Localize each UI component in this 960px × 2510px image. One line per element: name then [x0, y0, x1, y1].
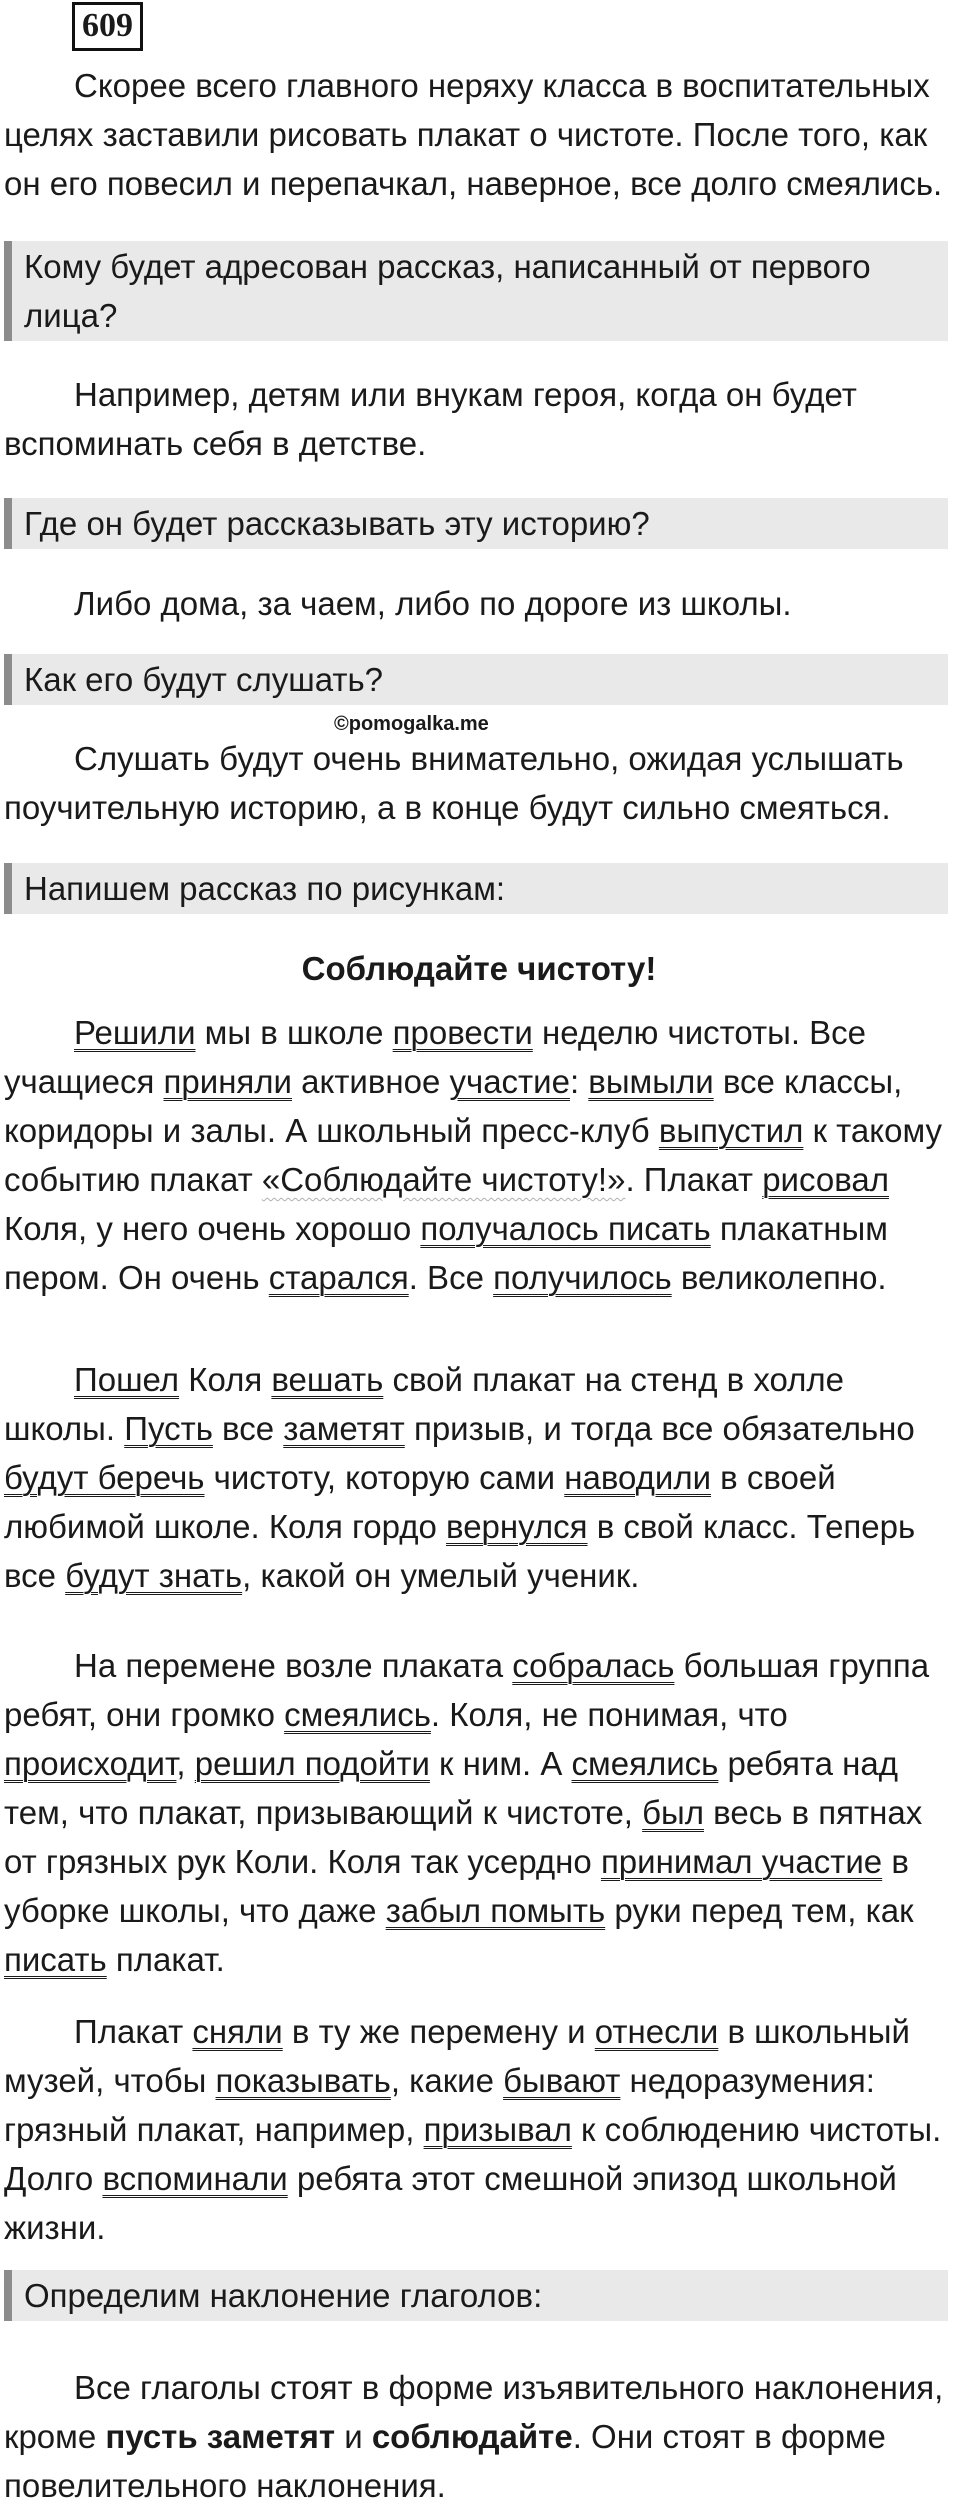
verb: Пусть — [124, 1410, 213, 1447]
answer-paragraph-2: Либо дома, за чаем, либо по дороге из школы. — [74, 585, 792, 622]
question-block-5 — [4, 2270, 948, 2321]
verb: заметят — [283, 1410, 405, 1447]
verb: сняли — [192, 2013, 283, 2050]
conclusion-paragraph: Все глаголы стоят в форме изъявительного наклонения, кроме пусть заметят и соблюдайте. Они стоят в форме повелительного наклонения. — [4, 2369, 944, 2504]
verb: собралась — [512, 1647, 675, 1684]
verb: вымыли — [588, 1063, 714, 1100]
verb: приняли — [163, 1063, 292, 1100]
question-block-1 — [4, 241, 948, 341]
verb: рисовал — [762, 1161, 889, 1198]
question-text: Кому будет адресован рассказ, написанный от первого лица? — [24, 248, 871, 334]
verb: призывал — [423, 2111, 572, 2148]
question-block-3 — [4, 654, 948, 705]
intro-paragraph: Скорее всего главного неряху класса в воспитательных целях заставили рисовать плакат о чистоте. После того, как он его повесил и перепачкал, наверное, все долго смеялись. — [4, 67, 943, 202]
question-text: Где он будет рассказывать эту историю? — [24, 505, 650, 542]
verb: происходит — [4, 1745, 177, 1782]
verb: был — [642, 1794, 705, 1831]
verb: будут беречь — [4, 1459, 205, 1496]
verb: старался — [268, 1259, 409, 1296]
verb: провести — [392, 1014, 533, 1051]
story-title: Соблюдайте чистоту! — [301, 950, 657, 987]
verb: Решили — [74, 1014, 196, 1051]
verb: бывают — [503, 2062, 621, 2099]
verb: забыл помыть — [385, 1892, 606, 1929]
poster-name: «Соблюдайте чистоту!» — [261, 1161, 626, 1198]
verb: отнесли — [594, 2013, 719, 2050]
verb: вернулся — [446, 1508, 588, 1545]
exercise-number: 609 — [72, 2, 143, 51]
story-paragraph-4: Плакат сняли в ту же перемену и отнесли в школьный музей, чтобы показывать, какие бывают недоразумения: грязный плакат, например, призывал к соблюдению чистоты. Долго вспоминали ребята этот смешной эпизод школьной жизни. — [4, 2013, 942, 2246]
verb: смеялись — [284, 1696, 431, 1733]
question-text: Как его будут слушать? — [24, 661, 384, 698]
noun: участие — [449, 1063, 570, 1100]
verb: писать — [4, 1941, 107, 1978]
story-paragraph-1: Решили мы в школе провести неделю чистоты. Все учащиеся приняли активное участие: вымыли все классы, коридоры и залы. А школьный пресс-клуб выпустил к такому событию плакат «Соблюдайте чистоту!». Плакат рисовал Коля, у него очень хорошо получалось писать плакатным пером. Он очень старался. Все получилось великолепно. — [4, 1014, 942, 1296]
verb: получилось — [493, 1259, 672, 1296]
verb: вешать — [271, 1361, 384, 1398]
imperative-verb: пусть заметят — [105, 2418, 336, 2455]
question-text: Напишем рассказ по рисункам: — [24, 870, 506, 907]
verb: вспоминали — [102, 2160, 288, 2197]
verb: выпустил — [658, 1112, 804, 1149]
answer-paragraph-3: Слушать будут очень внимательно, ожидая услышать поучительную историю, а в конце будут сильно смеяться. — [4, 740, 904, 826]
verb: будут знать — [65, 1557, 243, 1594]
verb: показывать — [215, 2062, 391, 2099]
verb: получалось писать — [420, 1210, 711, 1247]
verb: решил подойти — [194, 1745, 430, 1782]
story-paragraph-2: Пошел Коля вешать свой плакат на стенд в холле школы. Пусть все заметят призыв, и тогда все обязательно будут беречь чистоту, которую сами наводили в своей любимой школе. Коля гордо вернулся в свой класс. Теперь все будут знать, какой он умелый ученик. — [4, 1361, 916, 1594]
question-text: Определим наклонение глаголов: — [24, 2277, 543, 2314]
story-paragraph-3: На перемене возле плаката собралась большая группа ребят, они громко смеялись. Коля, не понимая, что происходит, решил подойти к ним. А смеялись ребята над тем, что плакат, призывающий к чистоте, был весь в пятнах от грязных рук Коли. Коля так усердно принимал участие в уборке школы, что даже забыл помыть руки перед тем, как писать плакат. — [4, 1647, 930, 1978]
answer-paragraph-1: Например, детям или внукам героя, когда он будет вспоминать себя в детстве. — [4, 376, 857, 462]
verb: наводили — [564, 1459, 712, 1496]
watermark: ©pomogalka.me — [334, 713, 489, 735]
verb: Пошел — [74, 1361, 180, 1398]
question-block-2 — [4, 498, 948, 549]
verb: смеялись — [571, 1745, 719, 1782]
question-block-4 — [4, 863, 948, 914]
verb: принимал участие — [600, 1843, 883, 1880]
imperative-verb: соблюдайте — [371, 2418, 573, 2455]
